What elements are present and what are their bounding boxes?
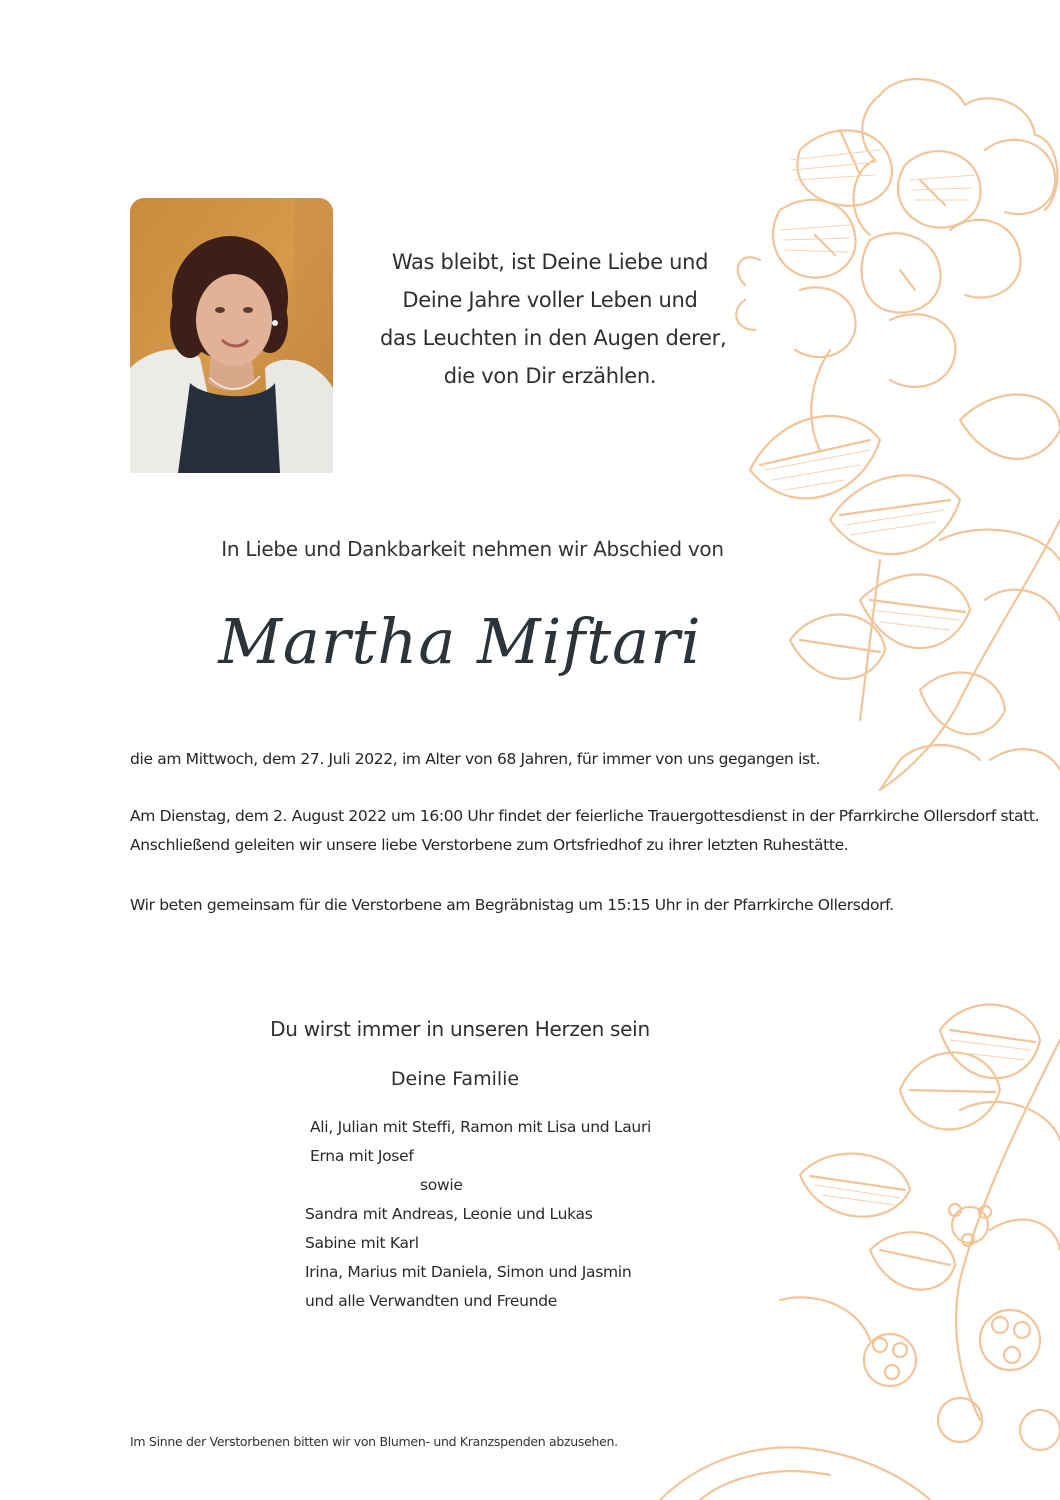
service-info-line1: Am Dienstag, dem 2. August 2022 um 16:00 Uhr findet der feierliche Trauergottesdienst in der Pfarrkirche Ollersdorf statt.: [130, 807, 1040, 825]
mourner-line: Irina, Marius mit Daniela, Simon und Jasmin: [305, 1263, 632, 1281]
bottom-blossoms: [660, 1204, 1060, 1500]
mourner-line: Ali, Julian mit Steffi, Ramon mit Lisa und Lauri: [310, 1118, 652, 1136]
closing-line: Du wirst immer in unseren Herzen sein: [270, 1017, 650, 1041]
poem-line: Was bleibt, ist Deine Liebe und: [391, 250, 709, 274]
flower-donation-note: Im Sinne der Verstorbenen bitten wir von Blumen- und Kranzspenden abzusehen.: [130, 1434, 618, 1449]
mourner-line: und alle Verwandten und Freunde: [305, 1292, 557, 1310]
mourner-line: Erna mit Josef: [310, 1147, 414, 1165]
poem-line: Deine Jahre voller Leben und: [402, 288, 698, 312]
poem-line: die von Dir erzählen.: [443, 364, 657, 388]
portrait-photo: [130, 198, 333, 473]
poem: [380, 243, 727, 395]
family-heading: Deine Familie: [390, 1068, 520, 1090]
death-notice: die am Mittwoch, dem 27. Juli 2022, im Alter von 68 Jahren, für immer von uns gegangen ist.: [130, 750, 821, 768]
mourner-line: Sabine mit Karl: [305, 1234, 419, 1252]
mourners-list: [305, 1113, 705, 1316]
farewell-intro: In Liebe und Dankbarkeit nehmen wir Abschied von: [221, 537, 724, 561]
service-info-line2: Anschließend geleiten wir unsere liebe Verstorbene zum Ortsfriedhof zu ihrer letzten Ruhestätte.: [130, 836, 849, 854]
mourner-line: Sandra mit Andreas, Leonie und Lukas: [305, 1205, 593, 1223]
middle-leaves: [750, 395, 1060, 790]
poem-line: das Leuchten in den Augen derer,: [380, 326, 727, 350]
portrait-image: [130, 198, 333, 473]
deceased-name: Martha Miftari: [218, 605, 702, 678]
top-flower-cluster: [736, 79, 1057, 450]
mourner-line: sowie: [420, 1176, 463, 1194]
prayer-info: Wir beten gemeinsam für die Verstorbene am Begräbnistag um 15:15 Uhr in der Pfarrkirche Ollersdorf.: [130, 896, 894, 914]
lower-branch: [800, 1005, 1060, 1420]
